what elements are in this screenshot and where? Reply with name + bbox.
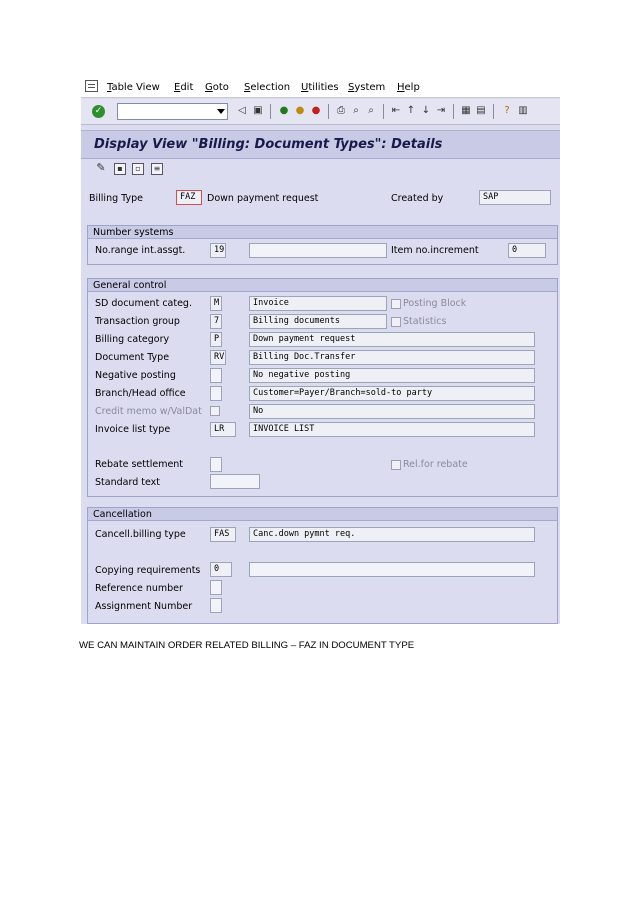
transaction-group-description: Billing documents — [249, 314, 387, 329]
help-icon[interactable]: ? — [504, 105, 510, 116]
standard-text-label: Standard text — [95, 477, 160, 488]
reference-number-field[interactable] — [210, 580, 222, 595]
prev-page-icon[interactable]: ↑ — [406, 105, 416, 116]
sd-document-categ-field[interactable]: M — [210, 296, 222, 311]
back-arrow-icon[interactable]: ● — [279, 105, 289, 116]
billing-type-description: Down payment request — [207, 193, 319, 204]
posting-block-checkbox[interactable] — [391, 299, 401, 309]
command-field[interactable] — [117, 103, 228, 120]
statistics-label: Statistics — [403, 316, 447, 327]
no-range-label: No.range int.assgt. — [95, 245, 186, 256]
credit-memo-description: No — [249, 404, 535, 419]
no-range-field[interactable]: 19 — [210, 243, 226, 258]
menu-selection[interactable]: Selection — [244, 82, 291, 93]
billing-type-label: Billing Type — [89, 193, 143, 204]
toolbar-separator — [328, 104, 329, 119]
cancel-icon[interactable]: ● — [311, 105, 321, 116]
billing-category-description: Down payment request — [249, 332, 535, 347]
deselect-icon[interactable]: ▫ — [132, 163, 144, 175]
billing-category-label: Billing category — [95, 334, 170, 345]
cancellation-header: Cancellation — [88, 508, 557, 521]
menu-bar — [81, 77, 560, 98]
transaction-group-label: Transaction group — [95, 316, 180, 327]
standard-text-field[interactable] — [210, 474, 260, 489]
page-title-bar — [81, 130, 560, 159]
item-increment-field[interactable]: 0 — [508, 243, 546, 258]
rebate-settlement-field[interactable] — [210, 457, 222, 472]
toolbar-separator — [493, 104, 494, 119]
reference-number-label: Reference number — [95, 583, 183, 594]
billing-type-field[interactable]: FAZ — [176, 190, 202, 205]
menu-table-view[interactable]: Table View — [107, 82, 160, 93]
chevron-down-icon[interactable] — [217, 109, 225, 114]
page-title: Display View "Billing: Document Types": Details — [94, 137, 443, 152]
no-range-description — [249, 243, 387, 258]
layout-icon[interactable]: ▥ — [518, 105, 528, 116]
first-page-icon[interactable]: ⇤ — [391, 105, 401, 116]
menu-icon[interactable] — [85, 80, 98, 92]
details-icon[interactable]: ≡ — [151, 163, 163, 175]
transaction-group-field[interactable]: 7 — [210, 314, 222, 329]
copying-requirements-label: Copying requirements — [95, 565, 201, 576]
rel-for-rebate-label: Rel.for rebate — [403, 459, 468, 470]
billing-category-field[interactable]: P — [210, 332, 222, 347]
exit-icon[interactable]: ● — [295, 105, 305, 116]
invoice-list-type-label: Invoice list type — [95, 424, 171, 435]
save-icon[interactable]: ▣ — [253, 105, 263, 116]
negative-posting-field[interactable] — [210, 368, 222, 383]
last-page-icon[interactable]: ⇥ — [436, 105, 446, 116]
assignment-number-field[interactable] — [210, 598, 222, 613]
menu-help[interactable]: Help — [397, 82, 420, 93]
print-icon[interactable]: ⎙ — [337, 105, 345, 116]
create-session-icon[interactable]: ▦ — [461, 105, 471, 116]
document-type-description: Billing Doc.Transfer — [249, 350, 535, 365]
cancel-billing-type-description: Canc.down pymnt req. — [249, 527, 535, 542]
copying-requirements-field[interactable]: 0 — [210, 562, 232, 577]
menu-goto[interactable]: Goto — [205, 82, 229, 93]
toolbar-separator — [453, 104, 454, 119]
standard-toolbar — [81, 99, 560, 125]
sd-document-categ-description: Invoice — [249, 296, 387, 311]
rel-for-rebate-checkbox[interactable] — [391, 460, 401, 470]
document-type-field[interactable]: RV — [210, 350, 226, 365]
sd-document-categ-label: SD document categ. — [95, 298, 192, 309]
toolbar-separator — [270, 104, 271, 119]
created-by-label: Created by — [391, 193, 444, 204]
menu-system[interactable]: System — [348, 82, 386, 93]
created-by-field[interactable]: SAP — [479, 190, 551, 205]
item-increment-label: Item no.increment — [391, 245, 479, 256]
find-icon[interactable]: ⌕ — [353, 105, 359, 116]
menu-utilities[interactable]: Utilities — [301, 82, 339, 93]
negative-posting-label: Negative posting — [95, 370, 176, 381]
back-icon[interactable]: ◁ — [238, 105, 246, 116]
credit-memo-checkbox[interactable] — [210, 406, 220, 416]
cancel-billing-type-label: Cancell.billing type — [95, 529, 186, 540]
branch-head-office-label: Branch/Head office — [95, 388, 186, 399]
document-type-label: Document Type — [95, 352, 170, 363]
credit-memo-label: Credit memo w/ValDat — [95, 406, 202, 417]
general-control-header: General control — [88, 279, 557, 292]
copying-requirements-description — [249, 562, 535, 577]
display-change-icon[interactable]: ✎ — [96, 161, 106, 174]
invoice-list-type-description: INVOICE LIST — [249, 422, 535, 437]
negative-posting-description: No negative posting — [249, 368, 535, 383]
branch-head-office-description: Customer=Payer/Branch=sold-to party — [249, 386, 535, 401]
document-caption: WE CAN MAINTAIN ORDER RELATED BILLING – FAZ IN DOCUMENT TYPE — [79, 640, 415, 651]
invoice-list-type-field[interactable]: LR — [210, 422, 236, 437]
sap-window — [81, 77, 560, 624]
branch-head-office-field[interactable] — [210, 386, 222, 401]
cancel-billing-type-field[interactable]: FAS — [210, 527, 236, 542]
find-next-icon[interactable]: ⌕ — [368, 105, 374, 116]
assignment-number-label: Assignment Number — [95, 601, 193, 612]
select-all-icon[interactable]: ▪ — [114, 163, 126, 175]
number-systems-header: Number systems — [88, 226, 557, 239]
statistics-checkbox[interactable] — [391, 317, 401, 327]
shortcut-icon[interactable]: ▤ — [476, 105, 486, 116]
next-page-icon[interactable]: ↓ — [421, 105, 431, 116]
rebate-settlement-label: Rebate settlement — [95, 459, 184, 470]
enter-check-icon[interactable]: ✓ — [92, 105, 105, 118]
posting-block-label: Posting Block — [403, 298, 467, 309]
toolbar-separator — [383, 104, 384, 119]
menu-edit[interactable]: Edit — [174, 82, 194, 93]
